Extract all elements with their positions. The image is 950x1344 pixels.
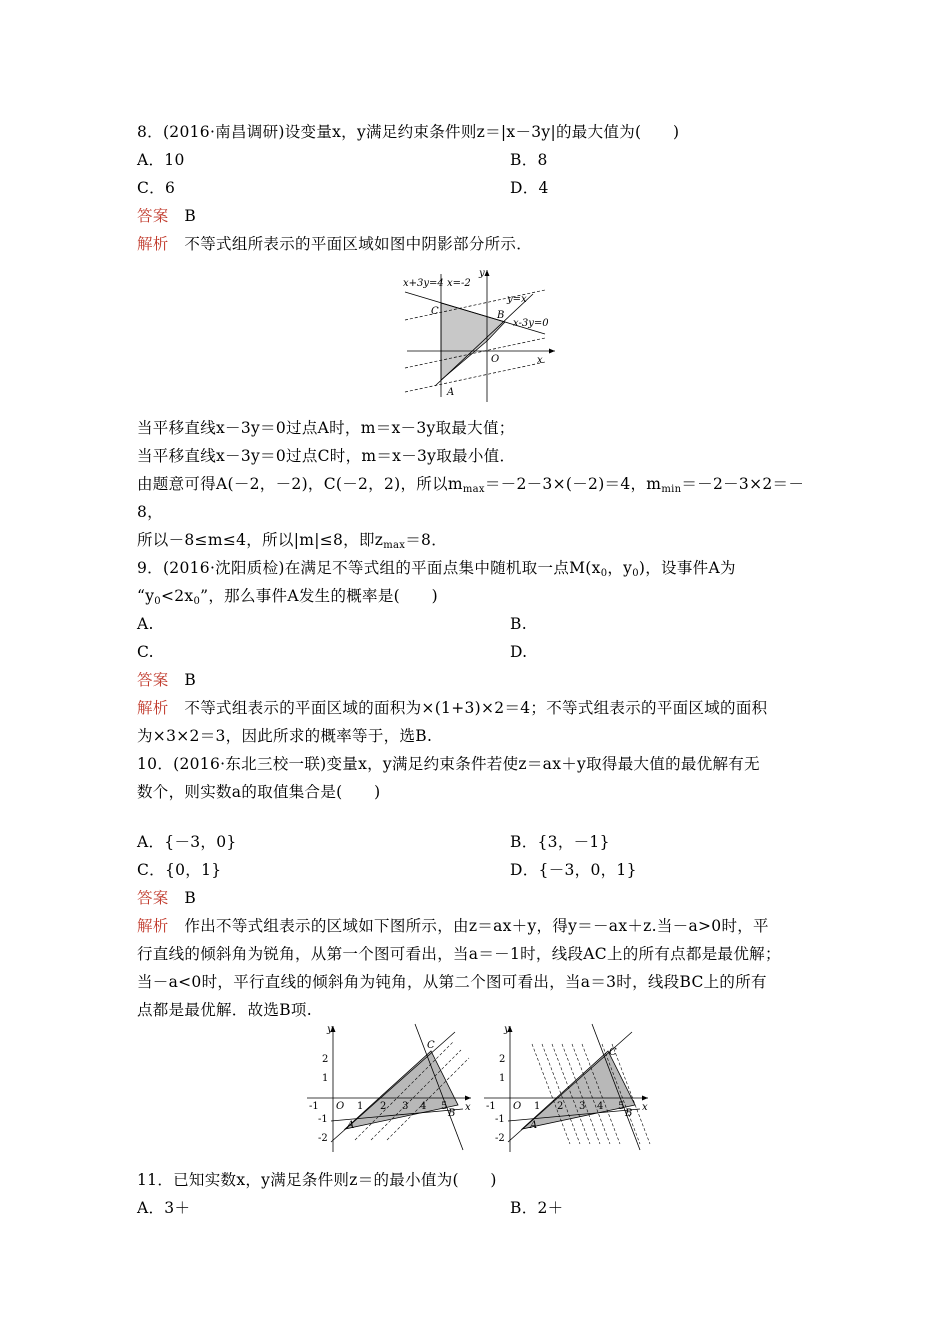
tick-y-2: 2 xyxy=(322,1054,329,1065)
q8-line4: 8， xyxy=(137,503,163,521)
q8-line3-part1: 由题意可得A(－2，－2)，C(－2，2)，所以m xyxy=(137,475,463,493)
q8-line3-part3: ＝－2－3×2＝－ xyxy=(681,475,805,493)
label-point-b: B xyxy=(625,1108,633,1119)
label-x-minus-3y: x-3y=0 xyxy=(513,318,549,329)
sub-max: max xyxy=(462,484,485,495)
tick-y-1: 1 xyxy=(322,1073,329,1084)
tick-y-minus2: -2 xyxy=(495,1133,505,1144)
q8-line5 xyxy=(137,529,447,557)
answer-label: 答案 xyxy=(137,207,169,225)
shaded-region xyxy=(441,303,505,380)
tick-x-minus1: -1 xyxy=(486,1101,496,1112)
x-axis-arrow xyxy=(549,349,555,354)
label-point-a: A xyxy=(347,1120,355,1131)
q10-figure-2 xyxy=(482,1022,652,1154)
q10-figure-1 xyxy=(305,1022,475,1154)
q9-stem-part2: ，y xyxy=(607,559,633,577)
label-x: x xyxy=(465,1102,471,1113)
answer-value: B xyxy=(184,889,197,907)
shaded-triangle xyxy=(522,1051,635,1129)
y-axis-arrow xyxy=(485,270,490,276)
answer-label: 答案 xyxy=(137,889,169,907)
label-y: y xyxy=(327,1024,333,1035)
q8-option-b: B．8 xyxy=(510,151,548,169)
q10-stem-line2: 数个，则实数a的取值集合是( ) xyxy=(137,783,381,801)
q11-option-b: B．2＋ xyxy=(510,1199,564,1217)
label-origin: O xyxy=(513,1101,522,1112)
tick-y-minus1: -1 xyxy=(495,1114,505,1125)
sub-min: min xyxy=(661,484,682,495)
q10-answer-line xyxy=(137,887,196,909)
x-axis-arrow xyxy=(642,1096,648,1101)
answer-value: B xyxy=(184,207,197,225)
q8-line3 xyxy=(137,473,804,501)
sub-zero: 0 xyxy=(600,568,608,579)
analysis-label: 解析 xyxy=(137,235,169,253)
tick-x-3: 3 xyxy=(402,1101,409,1112)
label-y-eq-x: y=x xyxy=(507,294,527,305)
shaded-triangle xyxy=(345,1051,458,1129)
label-point-b: B xyxy=(497,310,505,321)
tick-x-4: 4 xyxy=(420,1101,427,1112)
q9-stem2-part3: ”，那么事件A发生的概率是( ) xyxy=(200,587,438,605)
q10-analysis-line3: 当－a<0时，平行直线的倾斜角为钝角，从第二个图可看出，当a＝3时，线段BC上的所有 xyxy=(137,973,767,991)
sub-zero: 0 xyxy=(632,568,639,579)
label-x-axis: x xyxy=(537,355,543,366)
q9-option-a: A. xyxy=(137,615,154,633)
q10-option-a: A．{－3，0} xyxy=(137,833,237,851)
label-point-a: A xyxy=(530,1120,538,1131)
q8-line2: 当平移直线x－3y＝0过点C时，m＝x－3y取最小值． xyxy=(137,447,516,465)
analysis-label: 解析 xyxy=(137,699,169,717)
label-origin: O xyxy=(491,354,500,365)
tick-x-2: 2 xyxy=(380,1101,387,1112)
q9-stem-line2 xyxy=(137,585,438,613)
q10-option-b: B．{3，－1} xyxy=(510,833,610,851)
q8-line3-part2: ＝－2－3×(－2)＝4，m xyxy=(484,475,662,493)
q8-region-figure xyxy=(395,262,565,410)
q10-analysis-line4: 点都是最优解．故选B项. xyxy=(137,1001,312,1019)
label-x-plus-3y: x+3y=4 xyxy=(403,278,444,289)
sub-max: max xyxy=(383,540,406,551)
q9-stem-line1 xyxy=(137,557,736,585)
tick-y-1: 1 xyxy=(499,1073,506,1084)
tick-x-4: 4 xyxy=(597,1101,604,1112)
q9-stem2-part1: “y xyxy=(137,587,155,605)
q8-option-d: D．4 xyxy=(510,179,549,197)
q9-analysis-text1: 不等式组表示的平面区域的面积为×(1+3)×2＝4；不等式组表示的平面区域的面积 xyxy=(184,699,768,717)
label-x: x xyxy=(642,1102,648,1113)
q11-stem: 11．已知实数x，y满足条件则z＝的最小值为( ) xyxy=(137,1171,497,1189)
q8-stem: 8．(2016·南昌调研)设变量x，y满足约束条件则z＝|x－3y|的最大值为( ) xyxy=(137,123,680,141)
tick-x-1: 1 xyxy=(534,1101,541,1112)
tick-y-minus2: -2 xyxy=(318,1133,328,1144)
tick-x-1: 1 xyxy=(357,1101,364,1112)
dashed-line-3 xyxy=(405,362,545,392)
label-x-eq-minus2: x=-2 xyxy=(447,278,471,289)
answer-value: B xyxy=(184,671,197,689)
sub-zero: 0 xyxy=(154,596,161,607)
q8-option-c: C．6 xyxy=(137,179,176,197)
tick-x-3: 3 xyxy=(579,1101,586,1112)
q8-line5-part1: 所以－8≤m≤4，所以|m|≤8，即z xyxy=(137,531,384,549)
x-axis-arrow xyxy=(465,1096,471,1101)
q9-stem2-part2: <2x xyxy=(160,587,194,605)
q9-answer-line xyxy=(137,669,196,691)
q8-answer-line xyxy=(137,205,196,227)
q10-analysis-line2: 行直线的倾斜角为锐角，从第一个图可看出，当a＝－1时，线段AC上的所有点都是最优解； xyxy=(137,945,781,963)
tick-x-minus1: -1 xyxy=(309,1101,319,1112)
label-point-b: B xyxy=(448,1108,456,1119)
label-y-axis: y xyxy=(479,268,485,279)
label-point-c: C xyxy=(427,1040,435,1051)
tick-x-2: 2 xyxy=(557,1101,564,1112)
analysis-label: 解析 xyxy=(137,917,169,935)
q11-option-a: A．3＋ xyxy=(137,1199,191,1217)
sub-zero: 0 xyxy=(193,596,201,607)
q9-option-c: C. xyxy=(137,643,154,661)
q8-option-a: A．10 xyxy=(137,151,185,169)
q9-analysis-line2: 为×3×2＝3，因此所求的概率等于，选B. xyxy=(137,727,433,745)
label-origin: O xyxy=(336,1101,345,1112)
q10-option-c: C．{0，1} xyxy=(137,861,222,879)
tick-x-5: 5 xyxy=(441,1101,448,1112)
q9-stem-part3: )，设事件A为 xyxy=(638,559,736,577)
q8-analysis-line xyxy=(137,233,532,255)
q9-option-b: B. xyxy=(510,615,527,633)
answer-label: 答案 xyxy=(137,671,169,689)
label-point-c: C xyxy=(609,1047,617,1058)
q8-line1: 当平移直线x－3y＝0过点A时，m＝x－3y取最大值； xyxy=(137,419,515,437)
tick-x-5: 5 xyxy=(618,1101,625,1112)
q10-option-d: D．{－3，0，1} xyxy=(510,861,637,879)
label-point-c: C xyxy=(431,306,439,317)
q10-stem-line1: 10．(2016·东北三校一联)变量x，y满足约束条件若使z＝ax＋y取得最大值的最优解有无 xyxy=(137,755,760,773)
q10-analysis-line1 xyxy=(137,915,769,937)
label-y: y xyxy=(504,1024,510,1035)
q9-analysis-line1 xyxy=(137,697,767,719)
q8-line5-part2: ＝8． xyxy=(405,531,448,549)
q10-analysis-text1: 作出不等式组表示的区域如下图所示，由z＝ax＋y，得y＝－ax＋z.当－a>0时，平 xyxy=(184,917,769,935)
label-point-a: A xyxy=(447,387,455,398)
tick-y-minus1: -1 xyxy=(318,1114,328,1125)
q9-option-d: D. xyxy=(510,643,528,661)
q9-stem-part1: 9．(2016·沈阳质检)在满足不等式组的平面点集中随机取一点M(x xyxy=(137,559,601,577)
q8-analysis-text: 不等式组所表示的平面区域如图中阴影部分所示． xyxy=(184,235,533,253)
tick-y-2: 2 xyxy=(499,1054,506,1065)
